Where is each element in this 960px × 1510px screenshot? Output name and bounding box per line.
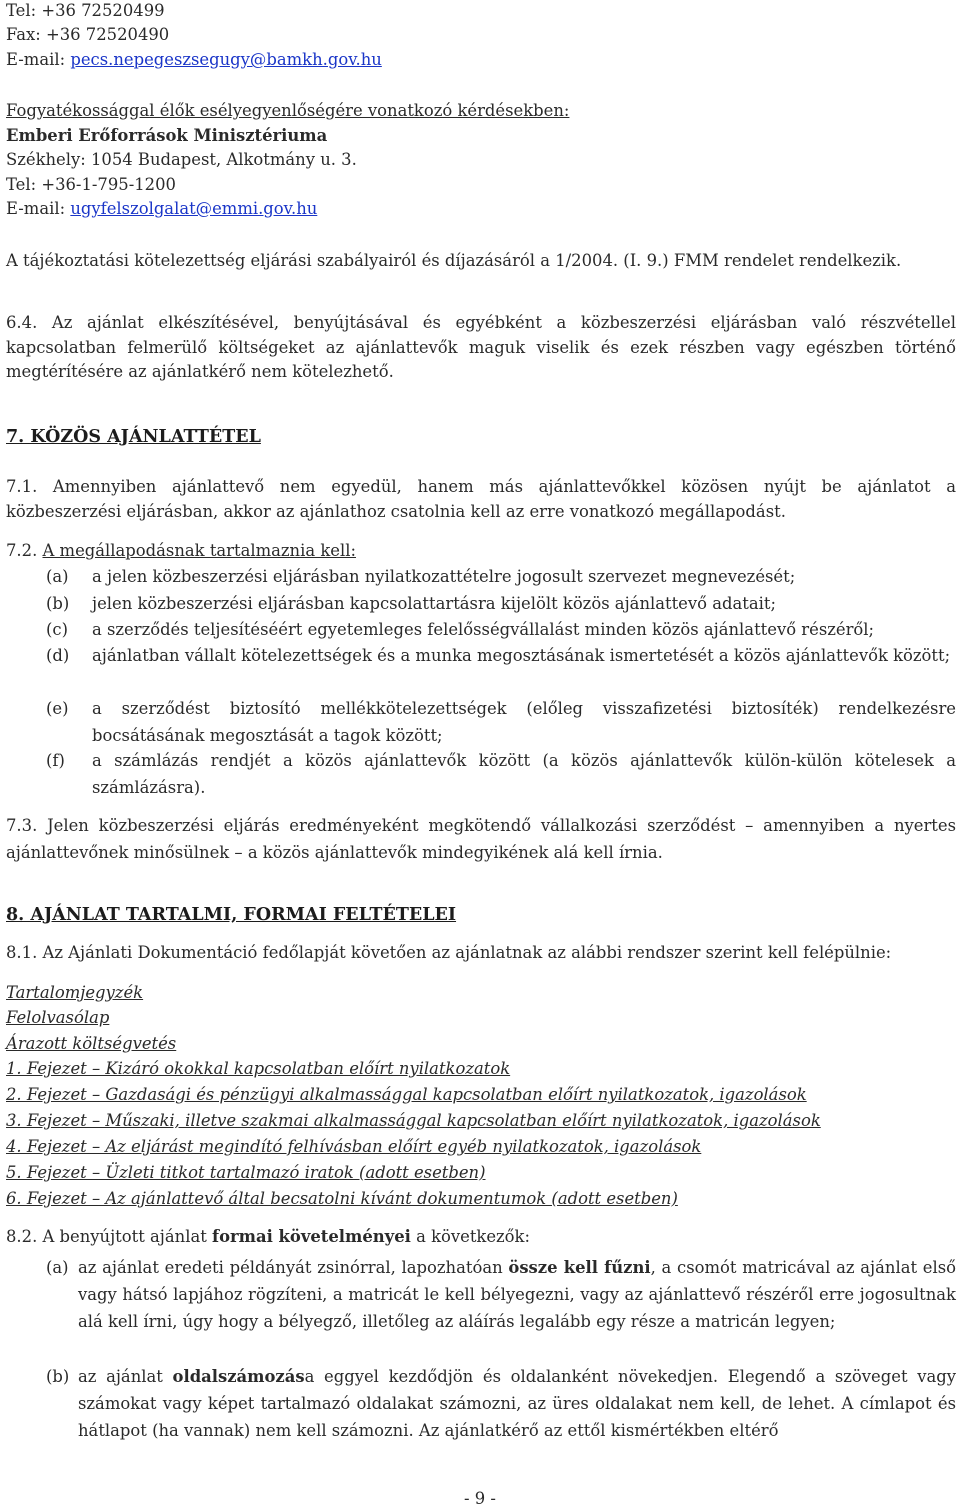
toc-item: 3. Fejezet – Műszaki, illetve szakmai alkalmassággal kapcsolatban előírt nyilatkozatok, igazolások: [6, 1111, 821, 1130]
toc-item: 2. Fejezet – Gazdasági és pénzügyi alkalmassággal kapcsolatban előírt nyilatkozatok, igazolások: [6, 1085, 807, 1104]
list-item-label: (a): [46, 1258, 69, 1277]
paragraph-8-2-intro: [6, 1226, 530, 1248]
list-item-label: (c): [46, 620, 68, 639]
ministry-seat: Székhely: 1054 Budapest, Alkotmány u. 3.: [6, 150, 357, 169]
ministry-email-link[interactable]: ugyfelszolgalat@emmi.gov.hu: [70, 199, 318, 218]
toc-item: Felolvasólap: [6, 1008, 110, 1027]
contact-email-prefix: E-mail:: [6, 50, 71, 69]
item-b-text-2: a eggyel kezdődjön és oldalanként növekedjen. Elegendő a szöveget vagy számokat vagy képet tartalmazó oldalakat számozni, az üres oldalakat nem kell, de lehet. A címlapot és hátlapot (ha vannak) nem kell számozni. Az ajánlatkérő az ettől kismértékben eltérő: [78, 1367, 956, 1440]
paragraph-7-2-intro-text: A megállapodásnak tartalmaznia kell:: [42, 541, 356, 560]
list-item-text: a szerződés teljesítéséért egyetemleges felelősségvállalást minden közös ajánlattevő részéről;: [92, 620, 875, 639]
ministry-name: Emberi Erőforrások Minisztériuma: [6, 126, 328, 145]
contact-tel: Tel: +36 72520499: [6, 1, 165, 20]
section-7-heading: 7. KÖZÖS AJÁNLATTÉTEL: [6, 427, 261, 447]
paragraph-8-2-intro-a: 8.2. A benyújtott ajánlat: [6, 1227, 213, 1246]
section-8-heading: 8. AJÁNLAT TARTALMI, FORMAI FELTÉTELEI: [6, 905, 457, 925]
decree-note: A tájékoztatási kötelezettség eljárási szabályairól és díjazásáról a 1/2004. (I. 9.) FMM rendelet rendelkezik.: [6, 251, 902, 270]
paragraph-6-4-line2: kapcsolatban felmerülő költségeket az ajánlattevők maguk viselik és ezek részben vagy egészben történő: [6, 338, 956, 357]
paragraph-6-4-line3: megtérítésére az ajánlatkérő nem kötelezhető.: [6, 362, 394, 381]
item-a-text-1: az ajánlat eredeti példányát zsinórral, lapozhatóan: [78, 1258, 509, 1277]
toc-item: Árazott költségvetés: [6, 1034, 177, 1053]
toc-item: 1. Fejezet – Kizáró okokkal kapcsolatban előírt nyilatkozatok: [6, 1059, 511, 1078]
list-item-label: (f): [46, 751, 65, 770]
paragraph-7-2-number: 7.2.: [6, 541, 43, 560]
list-item-text: a szerződést biztosító mellékkötelezettségek (előleg visszafizetési biztosíték) rendelkezésre bocsátásának megosztását a tagok között;: [92, 699, 956, 745]
toc-item: Tartalomjegyzék: [6, 983, 144, 1002]
list-item-text: a számlázás rendjét a közös ajánlattevők között (a közös ajánlattevők külön-külön kötelesek a számlázásra).: [92, 751, 956, 797]
paragraph-7-1-line1: 7.1. Amennyiben ajánlattevő nem egyedül, hanem más ajánlattevőkkel közösen nyújt be ajánlatot a: [6, 477, 956, 496]
ministry-tel: Tel: +36-1-795-1200: [6, 175, 176, 194]
paragraph-7-3-line1: 7.3. Jelen közbeszerzési eljárás eredményeként megkötendő vállalkozási szerződést – amennyiben a nyertes: [6, 816, 956, 835]
contact-email-link[interactable]: pecs.nepegeszsegugy@bamkh.gov.hu: [70, 50, 382, 69]
list-item-label: (e): [46, 699, 69, 718]
list-item-text: [78, 1363, 956, 1444]
list-item-label: (a): [46, 567, 69, 586]
item-b-text-1: az ajánlat: [78, 1367, 173, 1386]
list-item-text: a jelen közbeszerzési eljárásban nyilatkozattételre jogosult szervezet megnevezését;: [92, 567, 796, 586]
paragraph-8-1: 8.1. Az Ajánlati Dokumentáció fedőlapját követően az ajánlatnak az alábbi rendszer szerint kell felépülnie:: [6, 943, 892, 962]
paragraph-7-2-intro: [6, 540, 356, 562]
toc-item: 4. Fejezet – Az eljárást megindító felhívásban előírt egyéb nyilatkozatok, igazolások: [6, 1137, 702, 1156]
paragraph-8-2-intro-bold: formai követelményei: [212, 1227, 411, 1246]
list-item-text: [78, 1254, 956, 1335]
paragraph-6-4-line1: 6.4. Az ajánlat elkészítésével, benyújtásával és egyébként a közbeszerzési eljárásban való részvétellel: [6, 313, 956, 332]
list-item-text: ajánlatban vállalt kötelezettségek és a munka megosztásának ismertetését a közös ajánlattevők között;: [92, 646, 951, 665]
contact-email-line: [6, 49, 382, 71]
item-a-bold: össze kell fűzni: [508, 1258, 651, 1277]
item-b-bold: oldalszámozás: [172, 1367, 305, 1386]
toc-item: 5. Fejezet – Üzleti titkot tartalmazó iratok (adott esetben): [6, 1163, 486, 1182]
paragraph-7-1-line2: közbeszerzési eljárásban, akkor az ajánlathoz csatolnia kell az erre vonatkozó megállapodást.: [6, 502, 786, 521]
item-a-text-2: , a csomót matricával az ajánlat első vagy hátsó lapjához rögzíteni, a matricát le kell bélyegezni, vagy az ajánlattevő részéről erre jogosultnak alá kell írni, úgy hogy a bélyegző, illetőleg az aláírás legalább egy része a matricán legyen;: [78, 1258, 956, 1331]
disability-info-intro: Fogyatékossággal élők esélyegyenlőségére vonatkozó kérdésekben:: [6, 101, 570, 120]
contact-fax: Fax: +36 72520490: [6, 25, 170, 44]
list-item-label: (b): [46, 1367, 70, 1386]
list-item-text: jelen közbeszerzési eljárásban kapcsolattartásra kijelölt közös ajánlattevő adatait;: [92, 594, 776, 613]
list-item-label: (b): [46, 594, 70, 613]
paragraph-8-2-intro-c: a következők:: [410, 1227, 531, 1246]
ministry-email-prefix: E-mail:: [6, 199, 71, 218]
list-item-label: (d): [46, 646, 70, 665]
ministry-email-line: [6, 198, 317, 220]
page-number: - 9 -: [464, 1489, 496, 1508]
toc-item: 6. Fejezet – Az ajánlattevő által becsatolni kívánt dokumentumok (adott esetben): [6, 1189, 678, 1208]
paragraph-7-3-line2: ajánlattevőnek minősülnek – a közös ajánlattevők mindegyikének alá kell írnia.: [6, 843, 663, 862]
